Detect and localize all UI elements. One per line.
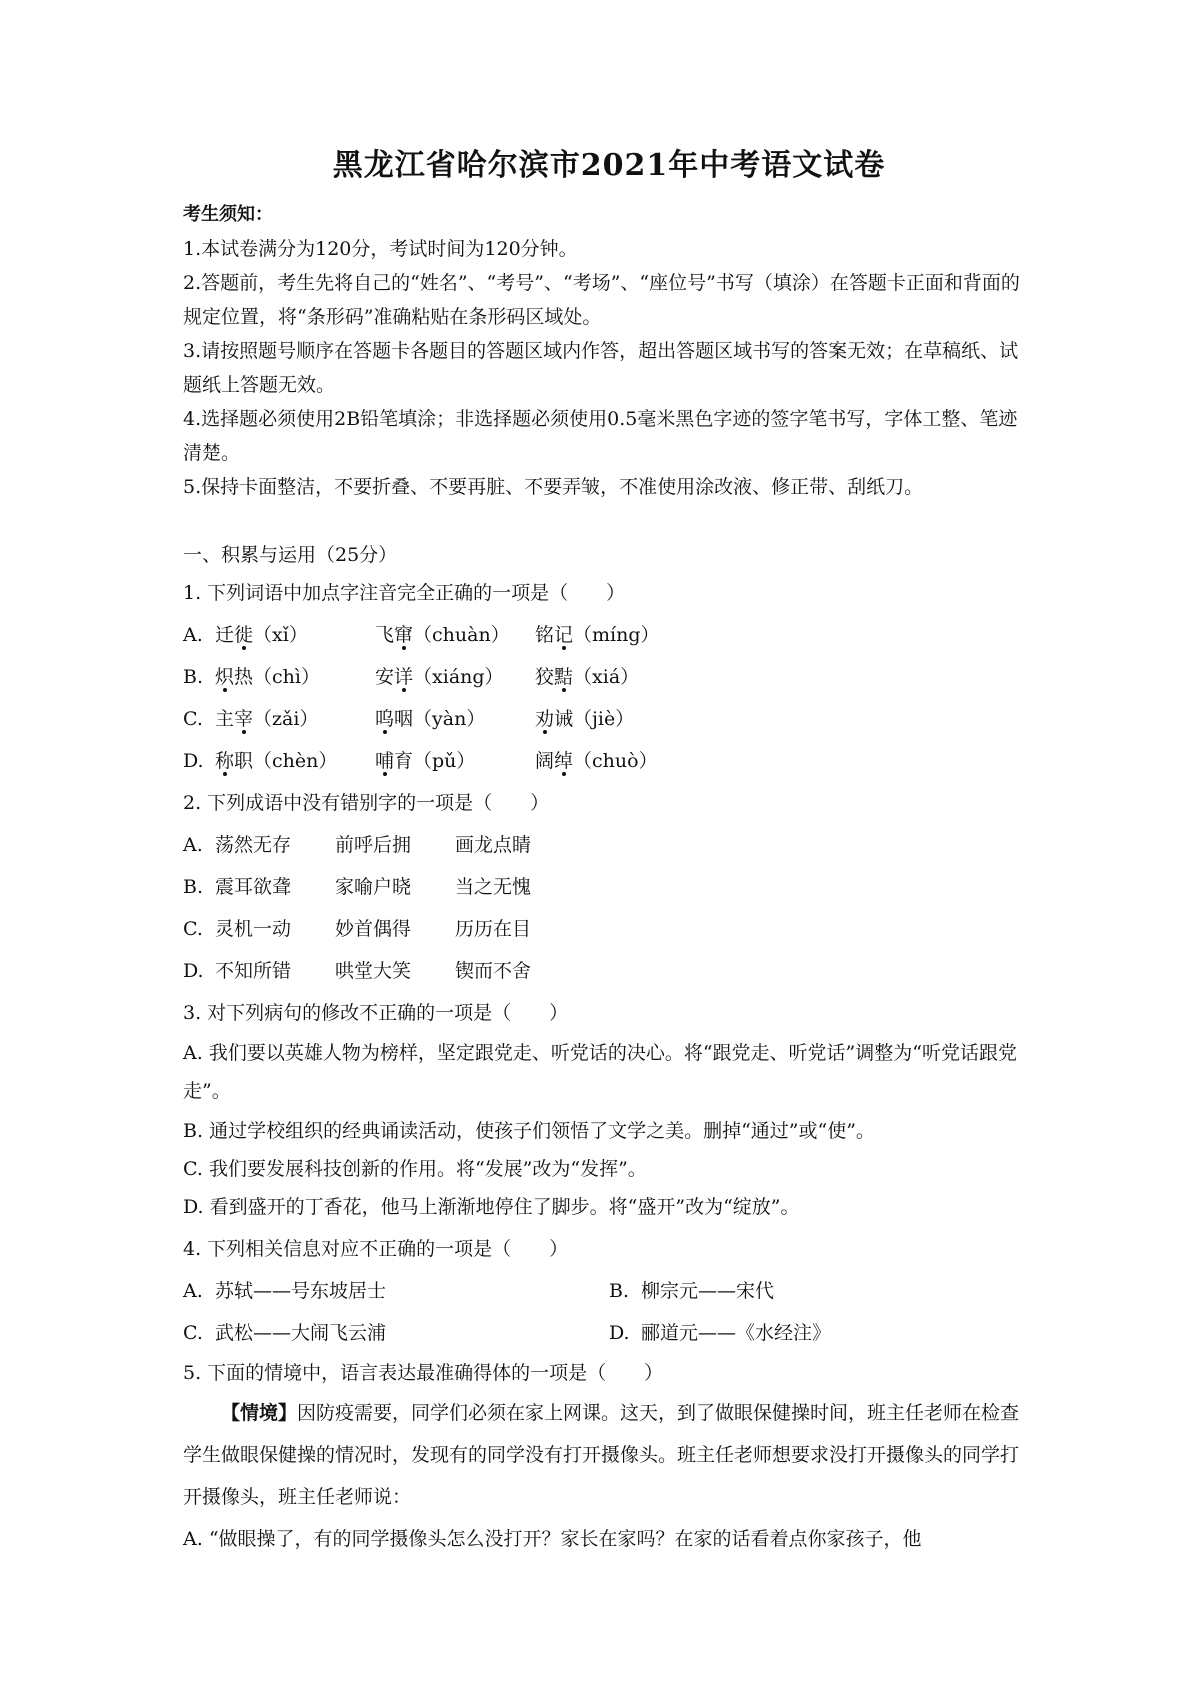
question-3-option-b[interactable] <box>183 1110 1035 1152</box>
option-word: 哄堂大笑 <box>335 960 412 982</box>
option-word: 灵机一动 <box>215 918 292 940</box>
question-5-stem: 5. 下面的情境中，语言表达最准确得体的一项是（ ） <box>183 1362 664 1384</box>
option-label: A. <box>183 1528 203 1550</box>
option-label: B. <box>609 1280 630 1302</box>
dotted-char: 窜 <box>394 624 414 646</box>
option-word: 哺育（pǔ） <box>375 750 476 772</box>
dotted-char: 记 <box>554 624 574 646</box>
question-1-option-c[interactable] <box>183 698 1035 740</box>
option-word: 炽热（chì） <box>215 666 320 688</box>
option-text: 武松——大闹飞云浦 <box>215 1322 387 1344</box>
dotted-char: 炽 <box>215 666 235 688</box>
option-word: 飞窜（chuàn） <box>375 624 510 646</box>
option-label: D. <box>183 750 204 772</box>
question-2-stem: 2. 下列成语中没有错别字的一项是（ ） <box>183 792 550 814</box>
question-4-row <box>183 1270 1035 1312</box>
exam-page <box>183 140 1035 1560</box>
option-word: 狡黠（xiá） <box>535 666 640 688</box>
notice-item: 1.本试卷满分为120分，考试时间为120分钟。 <box>183 238 578 260</box>
option-word: 安详（xiáng） <box>375 666 504 688</box>
question-4-option-a[interactable] <box>183 1270 609 1312</box>
option-word: 不知所错 <box>215 960 292 982</box>
option-label: A. <box>183 624 203 646</box>
option-word: 画龙点睛 <box>455 834 532 856</box>
option-word: 阔绰（chuò） <box>535 750 658 772</box>
option-text: 看到盛开的丁香花，他马上渐渐地停住了脚步。将“盛开”改为“绽放”。 <box>209 1196 800 1218</box>
question-3-stem: 3. 对下列病句的修改不正确的一项是（ ） <box>183 1002 569 1024</box>
option-text: 郦道元——《水经注》 <box>641 1322 832 1344</box>
option-word: 称职（chèn） <box>215 750 338 772</box>
dotted-char: 呜 <box>375 708 395 730</box>
option-word: 迁徙（xǐ） <box>215 624 308 646</box>
option-word: 呜咽（yàn） <box>375 708 486 730</box>
question-2-option-a[interactable] <box>183 824 1035 866</box>
question-1-option-d[interactable] <box>183 740 1035 782</box>
option-word: 主宰（zǎi） <box>215 708 319 730</box>
page-title: 黑龙江省哈尔滨市2021年中考语文试卷 <box>332 148 886 183</box>
option-word: 震耳欲聋 <box>215 876 292 898</box>
option-label: A. <box>183 1042 203 1064</box>
option-label: B. <box>183 1120 204 1142</box>
question-4-stem: 4. 下列相关信息对应不正确的一项是（ ） <box>183 1238 569 1260</box>
option-text: 我们要发展科技创新的作用。将“发展”改为“发挥”。 <box>208 1158 647 1180</box>
question-5-option-a[interactable] <box>183 1518 1035 1560</box>
option-label: D. <box>609 1322 630 1344</box>
section-heading: 一、积累与运用（25分） <box>183 544 398 566</box>
question-2-option-c[interactable] <box>183 908 1035 950</box>
notice-item: 3.请按照题号顺序在答题卡各题目的答题区域内作答，超出答题区域书写的答案无效；在草稿纸、试题纸上答题无效。 <box>183 340 1019 396</box>
option-label: B. <box>183 876 204 898</box>
question-4-row <box>183 1312 1035 1354</box>
notice-item: 4.选择题必须使用2B铅笔填涂；非选择题必须使用0.5毫米黑色字迹的签字笔书写，字体工整、笔迹清楚。 <box>183 408 1018 464</box>
question-5-context <box>183 1392 1035 1518</box>
dotted-char: 绰 <box>554 750 574 772</box>
question-2-option-d[interactable] <box>183 950 1035 992</box>
option-label: D. <box>183 960 204 982</box>
option-word: 劝诫（jiè） <box>535 708 635 730</box>
dotted-char: 称 <box>215 750 235 772</box>
question-4-option-b[interactable] <box>609 1270 1035 1312</box>
option-word: 锲而不舍 <box>455 960 532 982</box>
option-text: 通过学校组织的经典诵读活动，使孩子们领悟了文学之美。删掉“通过”或“使”。 <box>209 1120 875 1142</box>
option-label: C. <box>183 918 203 940</box>
context-tag: 【情境】 <box>221 1402 298 1424</box>
option-label: C. <box>183 1322 203 1344</box>
question-1-stem: 1. 下列词语中加点字注音完全正确的一项是（ ） <box>183 582 626 604</box>
notice-heading: 考生须知： <box>183 204 273 225</box>
context-text: 因防疫需要，同学们必须在家上网课。这天，到了做眼保健操时间，班主任老师在检查学生做眼保健操的情况时，发现有的同学没有打开摄像头。班主任老师想要求没打开摄像头的同学打开摄像头，班主任老师说： <box>183 1402 1020 1508</box>
question-4-option-d[interactable] <box>609 1312 1035 1354</box>
question-1-option-b[interactable] <box>183 656 1035 698</box>
option-label: D. <box>183 1196 204 1218</box>
option-label: A. <box>183 1280 203 1302</box>
option-text: “做眼操了，有的同学摄像头怎么没打开？家长在家吗？在家的话看着点你家孩子，他 <box>208 1528 922 1550</box>
option-word: 荡然无存 <box>215 834 292 856</box>
question-3-option-a[interactable] <box>183 1034 1035 1110</box>
option-label: C. <box>183 708 203 730</box>
option-word: 历历在目 <box>455 918 532 940</box>
option-word: 前呼后拥 <box>335 834 412 856</box>
question-2-option-b[interactable] <box>183 866 1035 908</box>
notice-item: 2.答题前，考生先将自己的“姓名”、“考号”、“考场”、“座位号”书写（填涂）在答题卡正面和背面的规定位置，将“条形码”准确粘贴在条形码区域处。 <box>183 272 1020 328</box>
option-word: 家喻户晓 <box>335 876 412 898</box>
option-word: 铭记（míng） <box>535 624 660 646</box>
dotted-char: 黠 <box>554 666 574 688</box>
option-text: 苏轼——号东坡居士 <box>215 1280 387 1302</box>
option-label: A. <box>183 834 203 856</box>
dotted-char: 详 <box>394 666 414 688</box>
question-3-option-c[interactable] <box>183 1152 1035 1186</box>
option-label: B. <box>183 666 204 688</box>
question-3-option-d[interactable] <box>183 1186 1035 1228</box>
option-word: 妙首偶得 <box>335 918 412 940</box>
question-4-option-c[interactable] <box>183 1312 609 1354</box>
dotted-char: 劝 <box>535 708 555 730</box>
option-word: 当之无愧 <box>455 876 532 898</box>
dotted-char: 宰 <box>234 708 254 730</box>
dotted-char: 哺 <box>375 750 395 772</box>
option-label: C. <box>183 1158 203 1180</box>
option-text: 我们要以英雄人物为榜样，坚定跟党走、听党话的决心。将“跟党走、听党话”调整为“听党话跟党走”。 <box>183 1042 1017 1102</box>
option-text: 柳宗元——宋代 <box>641 1280 775 1302</box>
notice-item: 5.保持卡面整洁，不要折叠、不要再脏、不要弄皱，不准使用涂改液、修正带、刮纸刀。 <box>183 476 924 498</box>
question-1-option-a[interactable] <box>183 614 1035 656</box>
dotted-char: 徙 <box>234 624 254 646</box>
